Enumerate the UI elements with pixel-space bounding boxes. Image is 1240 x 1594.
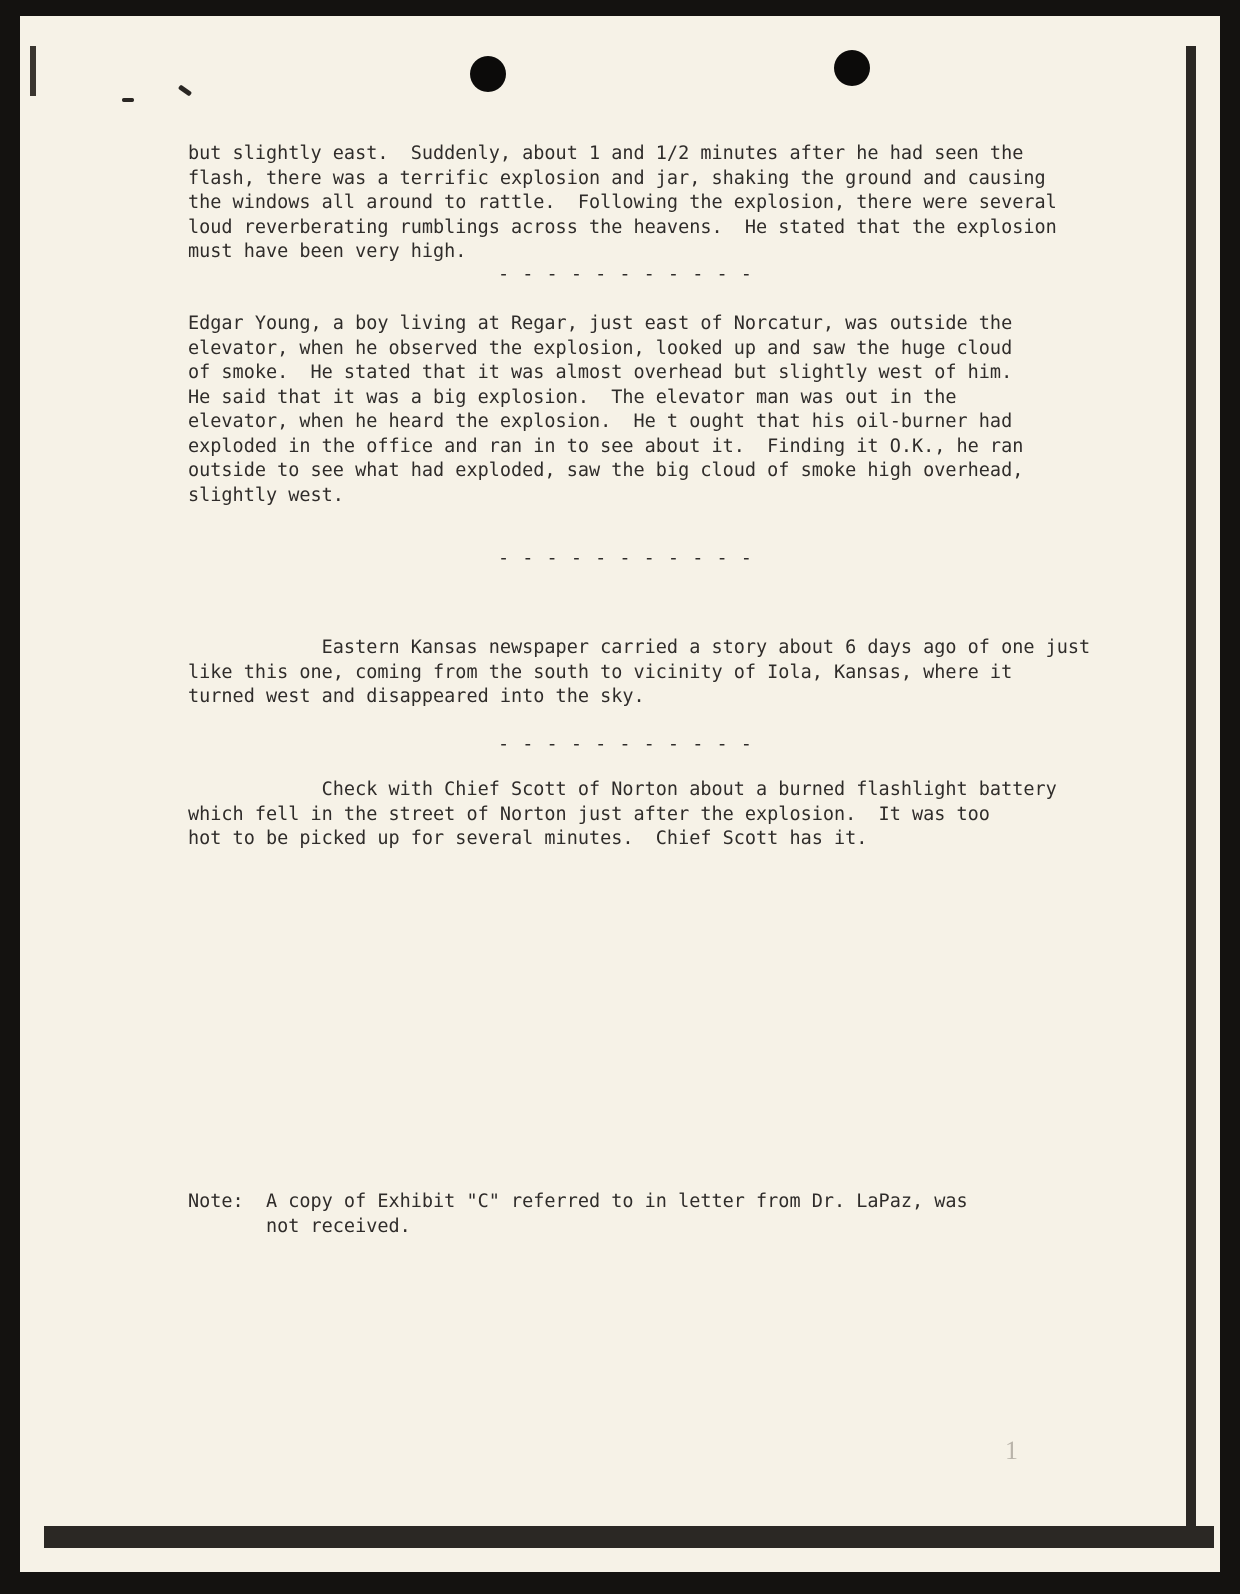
paragraph-2: Edgar Young, a boy living at Regar, just east of Norcatur, was outside the elevator, when he observed the explosion, looked up and saw the huge cloud of smoke. He stated that it was almost overhead but slightly west of him. He said that it was a big explosion. The elevator man was out in the elevator, when he heard the explosion. He t ought that his oil-burner had exploded in the office and ran in to see about it. Finding it O.K., he ran outside to see what had exploded, saw the big cloud of smoke high overhead, slightly west. xyxy=(188,313,1024,506)
note: Note: A copy of Exhibit "C" referred to in letter from Dr. LaPaz, was not received. xyxy=(188,1191,968,1237)
faint-page-mark: 1 xyxy=(1005,1436,1018,1465)
separator-2: - - - - - - - - - - - xyxy=(498,548,753,569)
page-edge-shadow-left xyxy=(30,46,36,96)
punch-hole-right xyxy=(834,50,870,86)
paragraph-3: Eastern Kansas newspaper carried a story about 6 days ago of one just like this one, coming from the south to vicinity of Iola, Kansas, where it turned west and disappeared into the sky. xyxy=(188,637,1091,707)
ink-smudge xyxy=(122,98,134,102)
separator-1: - - - - - - - - - - - xyxy=(498,264,753,285)
page-edge-shadow-bottom xyxy=(44,1526,1214,1548)
punch-hole-left xyxy=(470,56,506,92)
separator-3: - - - - - - - - - - - xyxy=(498,734,753,755)
ink-smudge xyxy=(178,84,192,96)
paragraph-1: but slightly east. Suddenly, about 1 and 1/2 minutes after he had seen the flash, there was a terrific explosion and jar, shaking the ground and causing the windows all around to rattle. Following the explosion, there were several loud reverberating rumblings across the heavens. He stated that the explosion must have been very high. xyxy=(188,143,1057,262)
document-page xyxy=(20,16,1220,1572)
paragraph-4: Check with Chief Scott of Norton about a burned flashlight battery which fell in the street of Norton just after the explosion. It was too hot to be picked up for several minutes. Chief Scott has it. xyxy=(188,779,1057,849)
